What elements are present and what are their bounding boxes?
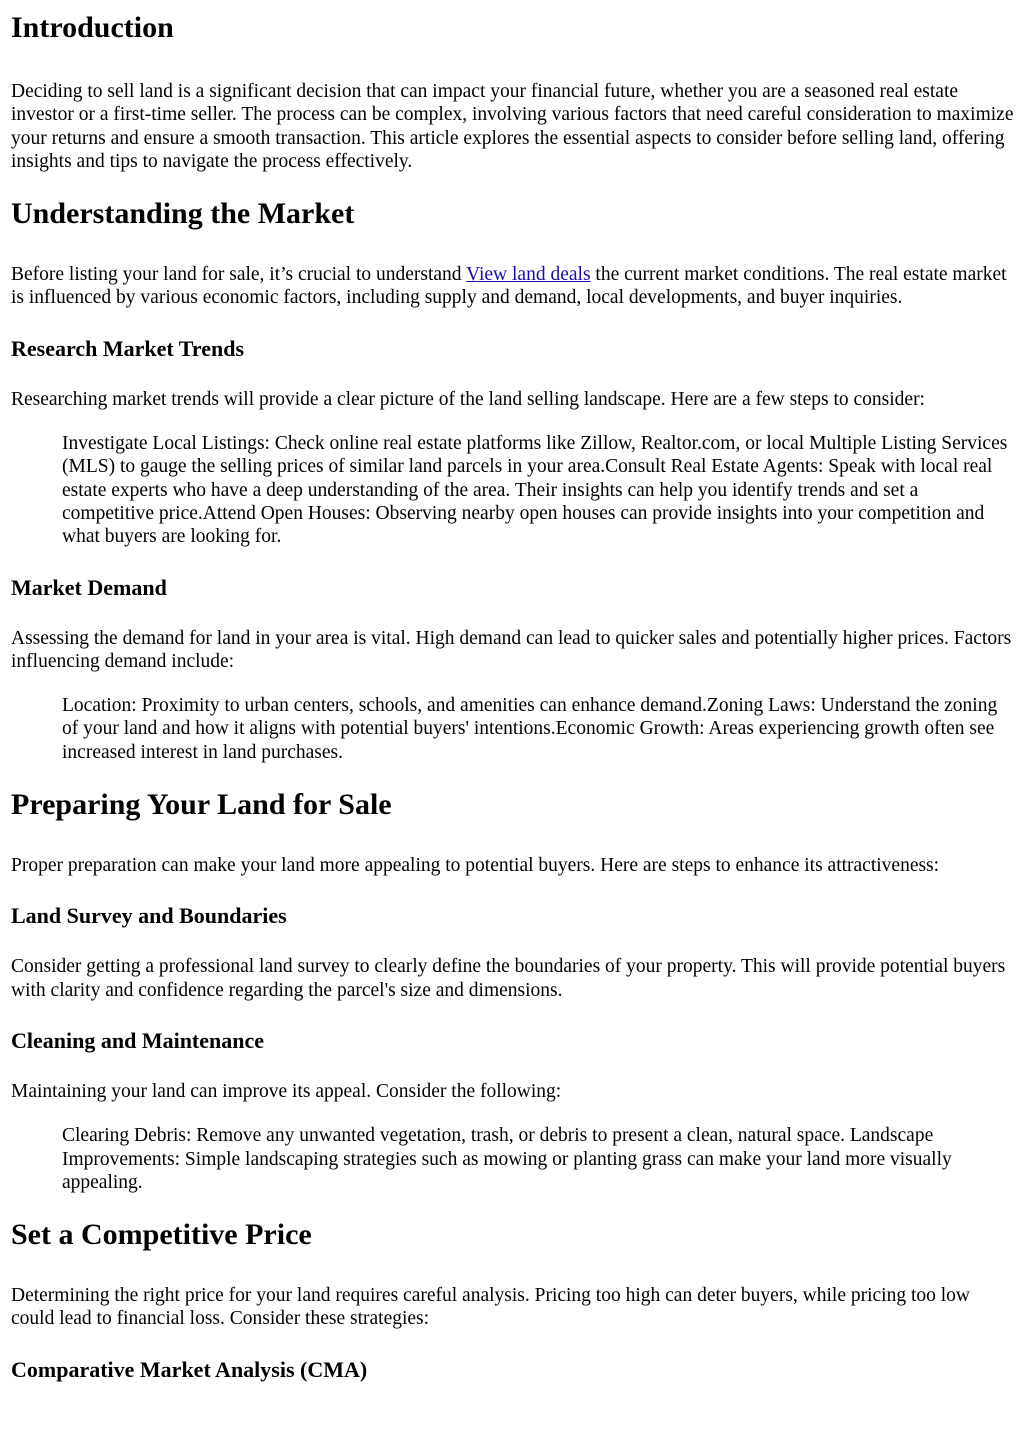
paragraph-preparing-land: Proper preparation can make your land more appealing to potential buyers. Here are steps to enhance its attractiveness: — [11, 855, 940, 877]
paragraph-cleaning-maintenance: Maintaining your land can improve its appeal. Consider the following: — [11, 1080, 562, 1102]
heading-cleaning-maintenance: Cleaning and Maintenance — [11, 1027, 265, 1053]
paragraph-text-before-link: Before listing your land for sale, it’s crucial to understand — [11, 264, 467, 286]
paragraph-land-survey: Consider getting a professional land survey to clearly define the boundaries of your property. This will provide potential buyers with clarity and confidence regarding the parcel's size and dimensions. — [11, 956, 1006, 1001]
heading-competitive-price: Set a Competitive Price — [11, 1218, 312, 1252]
heading-introduction: Introduction — [11, 11, 174, 44]
paragraph-research-market-trends: Researching market trends will provide a clear picture of the land selling landscape. Here are a few steps to consider: — [11, 388, 925, 410]
blockquote-research-steps: Investigate Local Listings: Check online real estate platforms like Zillow, Realtor.com, or local Multiple Listing Services (MLS) to gauge the selling prices of similar land parcels in your area.Consult Real Estate Agents: Speak with local real estate experts who have a deep understanding of the area. Their insights can help you identify trends and set a competitive price.Attend Open Houses: Observing nearby open houses can provide insights into your competition and what buyers are looking for. — [62, 433, 1008, 548]
paragraph-introduction: Deciding to sell land is a significant decision that can impact your financial future, whether you are a seasoned real estate investor or a first-time seller. The process can be complex, involving various factors that need careful consideration to maximize your returns and ensure a smooth transaction. This article explores the essential aspects to consider before selling land, offering insights and tips to navigate the process effectively. — [11, 81, 1014, 172]
heading-land-survey: Land Survey and Boundaries — [11, 903, 287, 929]
blockquote-maintenance-steps: Clearing Debris: Remove any unwanted vegetation, trash, or debris to present a clean, natural space. Landscape Improvements: Simple landscaping strategies such as mowing or planting grass can make your land more visually appealing. — [62, 1125, 952, 1193]
heading-market-demand: Market Demand — [11, 574, 167, 600]
heading-understanding-market: Understanding the Market — [11, 197, 355, 231]
article — [0, 10, 1024, 1383]
view-land-deals-link[interactable]: View land deals — [466, 264, 591, 286]
paragraph-competitive-price: Determining the right price for your land requires careful analysis. Pricing too high can deter buyers, while pricing too low could lead to financial loss. Consider these strategies: — [11, 1285, 971, 1330]
heading-research-market-trends: Research Market Trends — [11, 335, 245, 361]
blockquote-demand-factors: Location: Proximity to urban centers, schools, and amenities can enhance demand.Zoning Laws: Understand the zoning of your land and how it aligns with potential buyers' intentions.Economic Growth: Areas experiencing growth often see increased interest in land purchases. — [62, 695, 998, 763]
paragraph-understanding-market — [11, 263, 1014, 310]
paragraph-text-after-link: the current market conditions. The real estate market is influenced by various economic factors, including supply and demand, local developments, and buyer inquiries. — [11, 264, 1007, 309]
heading-comparative-market-analysis: Comparative Market Analysis (CMA) — [11, 1356, 368, 1382]
paragraph-market-demand: Assessing the demand for land in your area is vital. High demand can lead to quicker sales and potentially higher prices. Factors influencing demand include: — [11, 627, 1012, 672]
heading-preparing-land: Preparing Your Land for Sale — [11, 788, 392, 822]
